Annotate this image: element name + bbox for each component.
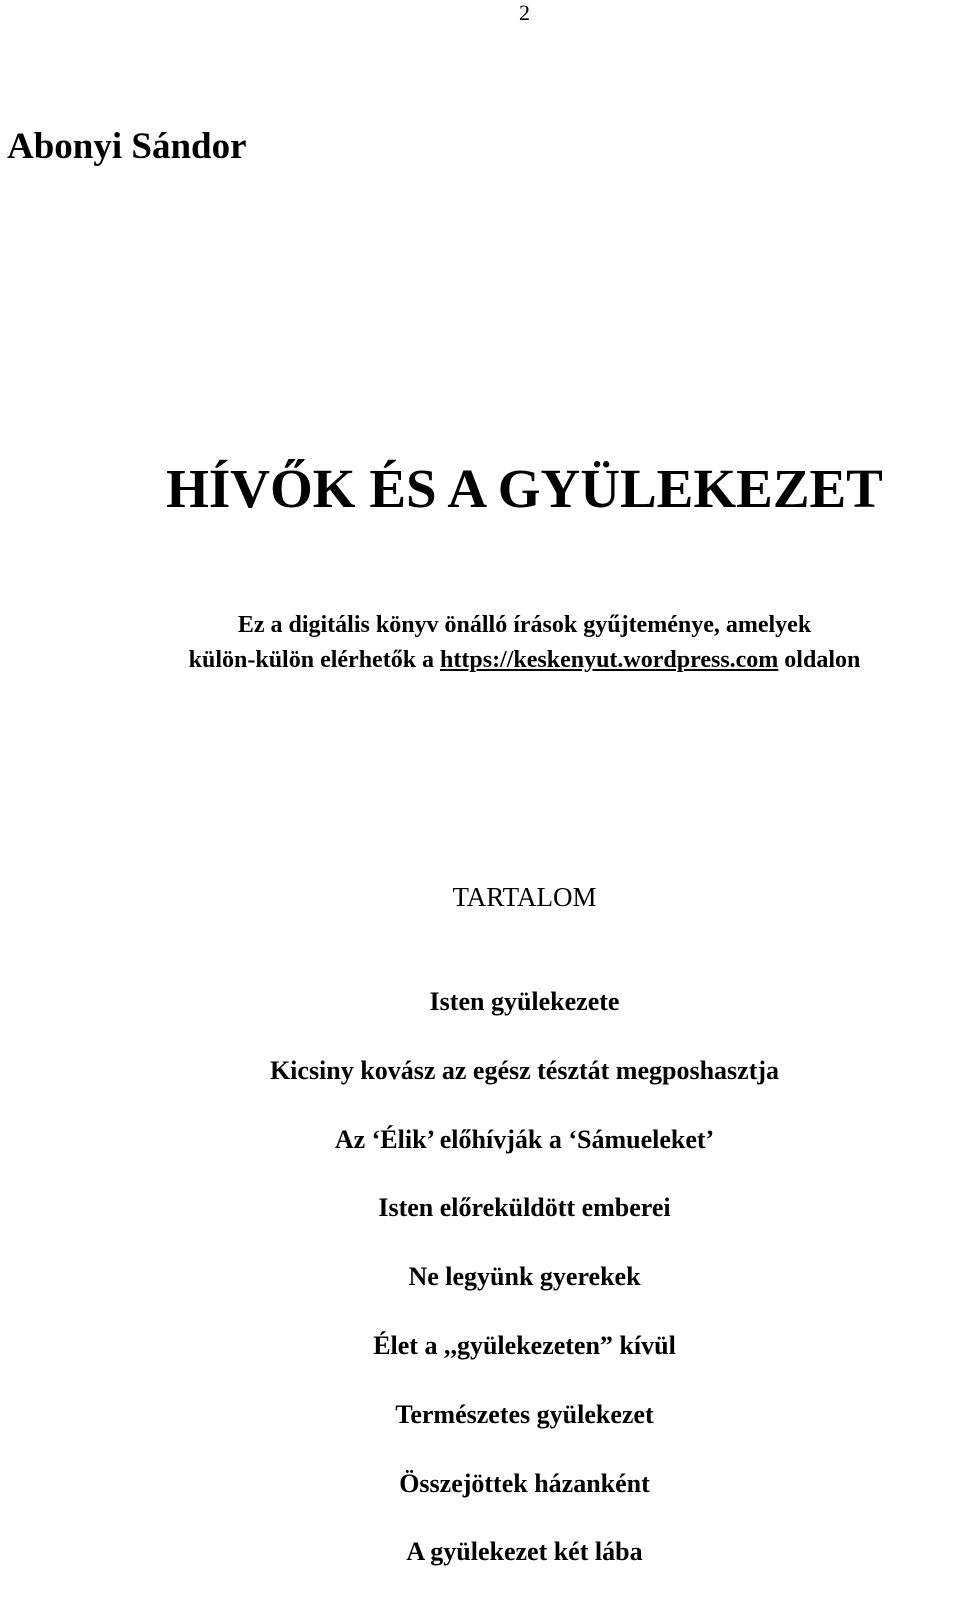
author-name: Abonyi Sándor [7, 126, 247, 167]
toc-item: Isten gyülekezete [429, 987, 620, 1016]
toc-item: Kicsiny kovász az egész tésztát megposhasztja [269, 1055, 780, 1085]
subtitle-line-2-prefix: külön-külön elérhetők a [188, 647, 441, 673]
toc-item: Természetes gyülekezet [395, 1399, 654, 1429]
toc-heading: TARTALOM [452, 882, 597, 912]
toc-item: A gyülekezet két lába [406, 1537, 643, 1567]
toc-item: Ne legyünk gyerekek [408, 1262, 641, 1292]
page-number: 2 [519, 0, 530, 25]
toc-item: Élet a ,,gyülekezeten” kívül [373, 1330, 676, 1360]
subtitle-line-2 [0, 643, 960, 678]
toc-item: Isten előreküldött emberei [378, 1193, 671, 1223]
website-link[interactable]: https://keskenyut.wordpress.com [440, 647, 779, 673]
toc-item: Az ‘Élik’ előhívják a ‘Sámueleket’ [334, 1124, 715, 1154]
subtitle-line-1: Ez a digitális könyv önálló írások gyűjteménye, amelyek [237, 612, 812, 638]
book-title: HÍVŐK ÉS A GYÜLEKEZET [166, 458, 883, 519]
toc-item: Összejöttek házanként [399, 1468, 650, 1498]
subtitle [0, 608, 960, 678]
toc-list [0, 985, 960, 1604]
subtitle-line-2-suffix: oldalon [778, 647, 861, 673]
